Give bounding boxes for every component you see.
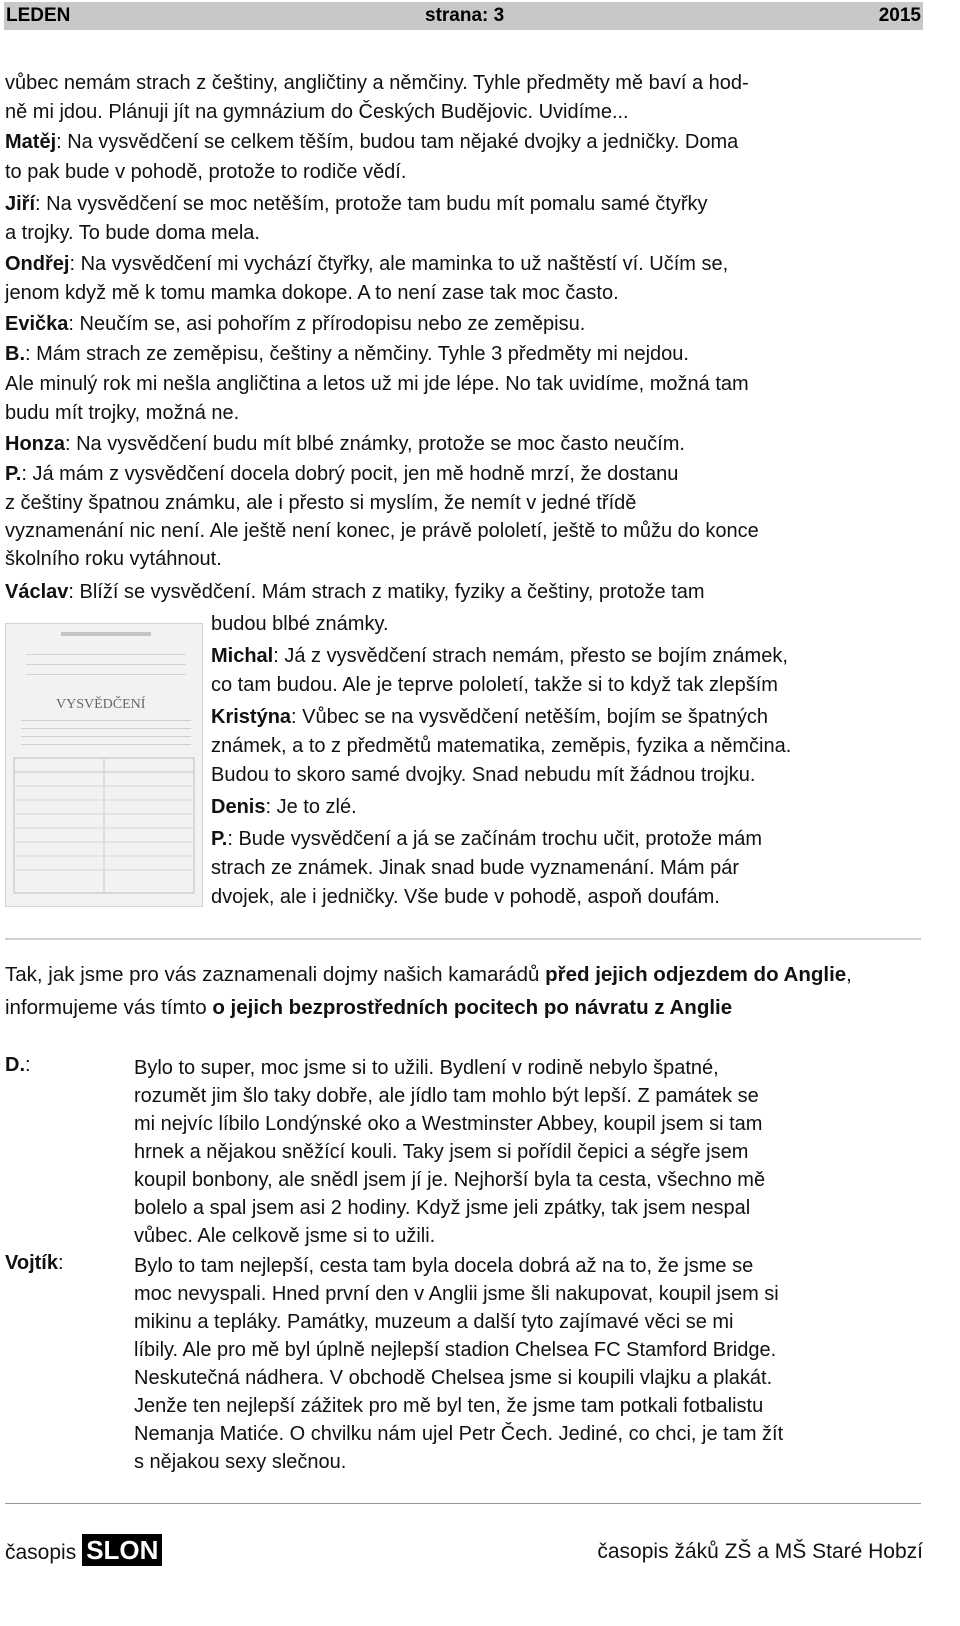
speaker-name: Denis [211,796,266,818]
line-text: vyznamenání nic není. Ale ještě není konec, je právě pololetí, ještě to můžu do konce [5,520,759,542]
text-line [5,548,222,571]
entry-line: koupil bonbony, ale snědl jsem jí je. Nejhorší byla ta cesta, všechno mě [134,1169,766,1191]
text-line [211,854,931,883]
london-intro [5,958,915,1024]
text-line [5,101,629,124]
line-text: známek, a to z předmětů matematika, zeměpis, fyzika a němčina. [211,735,792,757]
header-page-number: strana: 3 [425,5,505,26]
text-line [5,581,705,604]
text-line [5,253,728,276]
text-line [211,642,931,671]
entry-line: mikinu a tepláky. Památky, muzeum a další tyto zajímavé věci se mi [134,1311,734,1333]
intro-bold-1: před jejich odjezdem do Anglie [545,963,847,986]
text-line [5,402,239,425]
text-line [211,883,931,912]
text-line [211,761,931,790]
text-line [5,282,619,305]
entry-line: mi nejvíc líbilo Londýnské oko a Westminster Abbey, koupil jsem si tam [134,1113,763,1135]
line-text: školního roku vytáhnout. [5,548,222,570]
entry-author [5,1054,31,1077]
intro-part-1: Tak, jak jsme pro vás zaznamenali dojmy našich kamarádů [5,963,546,986]
text-line [211,793,931,822]
speaker-name: P. [5,463,22,485]
text-line [211,703,931,732]
footer-divider [5,1503,921,1504]
entry-line: Nemanja Matiće. O chvilku nám ujel Petr Čech. Jediné, co chci, je tam žít [134,1423,784,1445]
header-year: 2015 [878,5,921,26]
entry-line: rozumět jim šlo taky dobře, ale jídlo tam mohlo být lepší. Z památek se [134,1085,759,1107]
line-text: co tam budou. Ale je teprve pololetí, takže si to když tak zlepším [211,674,778,696]
line-text: : Na vysvědčení budu mít blbé známky, protože se moc často neučím. [65,433,685,455]
line-text: z češtiny špatnou známku, ale i přesto si myslím, že nemít v jedné třídě [5,492,637,514]
text-line [5,193,708,216]
entry-line: vůbec. Ale celkově jsme si to užili. [134,1225,436,1247]
line-text: budu mít trojky, možná ne. [5,402,240,424]
text-line [5,222,260,245]
line-text: dvojek, ale i jedničky. Vše bude v pohodě, aspoň doufám. [211,886,720,908]
entry-line: bolelo a spal jsem asi 2 hodiny. Když jsme jeli zpátky, tak jsem nespal [134,1197,751,1219]
entry-line: Neskutečná nádhera. V obchodě Chelsea jsme si koupili vlajku a plakát. [134,1367,773,1389]
footer-brand [5,1534,162,1566]
entry-line: Jenže ten nejlepší zážitek pro mě byl ten, že jsme tam potkali fotbalistu [134,1395,764,1417]
line-text: budou blbé známky. [211,613,389,635]
speaker-name: Matěj [5,131,57,153]
text-line [5,463,678,486]
text-line [5,343,689,366]
line-text: a trojky. To bude doma mela. [5,222,260,244]
footer-left-text: časopis [5,1541,77,1564]
line-text: : Vůbec se na vysvědčení netěším, bojím se špatných [291,706,768,728]
intro-bold-2: o jejich bezprostředních pocitech po návratu z Anglie [212,996,733,1019]
text-line [211,671,931,700]
footer-publisher: časopis žáků ZŠ a MŠ Staré Hobzí [597,1540,923,1563]
entry-text [134,1054,924,1250]
text-line [5,131,738,154]
entry-line: s nějakou sexy slečnou. [134,1451,347,1473]
line-text: : Na vysvědčení mi vychází čtyřky, ale maminka to už naštěstí ví. Učím se, [69,253,729,275]
line-text: Ale minulý rok mi nešla angličtina a letos už mi jde lépe. No tak uvidíme, možná tam [5,373,749,395]
line-text: : Bude vysvědčení a já se začínám trochu učit, protože mám [227,828,763,850]
text-line [5,72,749,95]
line-text: : Mám strach ze zeměpisu, češtiny a němčiny. Tyhle 3 předměty mi nejdou. [25,343,689,365]
entry-line: moc nevyspali. Hned první den v Anglii jsme šli nakupovat, koupil jsem si [134,1283,779,1305]
text-line [5,313,585,336]
text-line [5,492,636,515]
report-card-image [5,623,203,907]
entry-line: Bylo to tam nejlepší, cesta tam byla docela dobrá až na to, že jsme se [134,1255,754,1277]
line-text: ně mi jdou. Plánuji jít na gymnázium do Českých Budějovic. Uvidíme... [5,101,629,123]
speaker-name: B. [5,343,25,365]
line-text: Budou to skoro samé dvojky. Snad nebudu mít žádnou trojku. [211,764,756,786]
line-text: : Já z vysvědčení strach nemám, přesto se bojím známek, [273,645,788,667]
speaker-name: P. [211,828,228,850]
speaker-name: Honza [5,433,65,455]
entry-line: hrnek a nějakou sněžící kouli. Taky jsem si pořídil čepici a ségře jsem [134,1141,749,1163]
speaker-name: Evička [5,313,69,335]
author-name: D. [5,1054,25,1076]
entry-author [5,1252,64,1275]
speaker-name: Václav [5,581,69,603]
author-name: Vojtík [5,1252,58,1274]
speaker-name: Jiří [5,193,36,215]
text-line [211,825,931,854]
speaker-name: Michal [211,645,274,667]
line-text: : Blíží se vysvědčení. Mám strach z matiky, fyziky a češtiny, protože tam [68,581,705,603]
article-side-text [211,610,931,912]
line-text: to pak bude v pohodě, protože to rodiče vědí. [5,161,407,183]
text-line [5,373,749,396]
page-header [4,2,923,30]
line-text: : Na vysvědčení se celkem těším, budou tam nějaké dvojky a jedničky. Doma [56,131,739,153]
line-text: : Já mám z vysvědčení docela dobrý pocit, jen mě hodně mrzí, že dostanu [21,463,679,485]
line-text: strach ze známek. Jinak snad bude vyznamenání. Mám pár [211,857,740,879]
entry-line: líbily. Ale pro mě byl úplně nejlepší stadion Chelsea FC Stamford Bridge. [134,1339,777,1361]
text-line [211,610,931,639]
header-month: LEDEN [6,5,71,26]
line-text: : Na vysvědčení se moc netěším, protože tam budu mít pomalu samé čtyřky [35,193,708,215]
line-text: vůbec nemám strach z češtiny, angličtiny a němčiny. Tyhle předměty mě baví a hod- [5,72,749,94]
author-colon: : [25,1054,31,1076]
line-text: jenom když mě k tomu mamka dokope. A to není zase tak moc často. [5,282,619,304]
text-line [5,433,685,456]
intro-part-2: , informujeme vás tímto [5,963,852,1019]
entry-text [134,1252,924,1476]
text-line [5,161,406,184]
line-text: : Neučím se, asi pohořím z přírodopisu nebo ze zeměpisu. [68,313,586,335]
slon-logo: SLON [82,1534,162,1566]
text-line [5,520,759,543]
speaker-name: Ondřej [5,253,70,275]
speaker-name: Kristýna [211,706,292,728]
author-colon: : [57,1252,64,1274]
text-line [211,732,931,761]
svg-text:VYSVĚDČENÍ: VYSVĚDČENÍ [56,697,146,712]
section-divider [5,938,921,940]
line-text: : Je to zlé. [265,796,357,818]
entry-line: Bylo to super, moc jsme si to užili. Bydlení v rodině nebylo špatné, [134,1057,719,1079]
